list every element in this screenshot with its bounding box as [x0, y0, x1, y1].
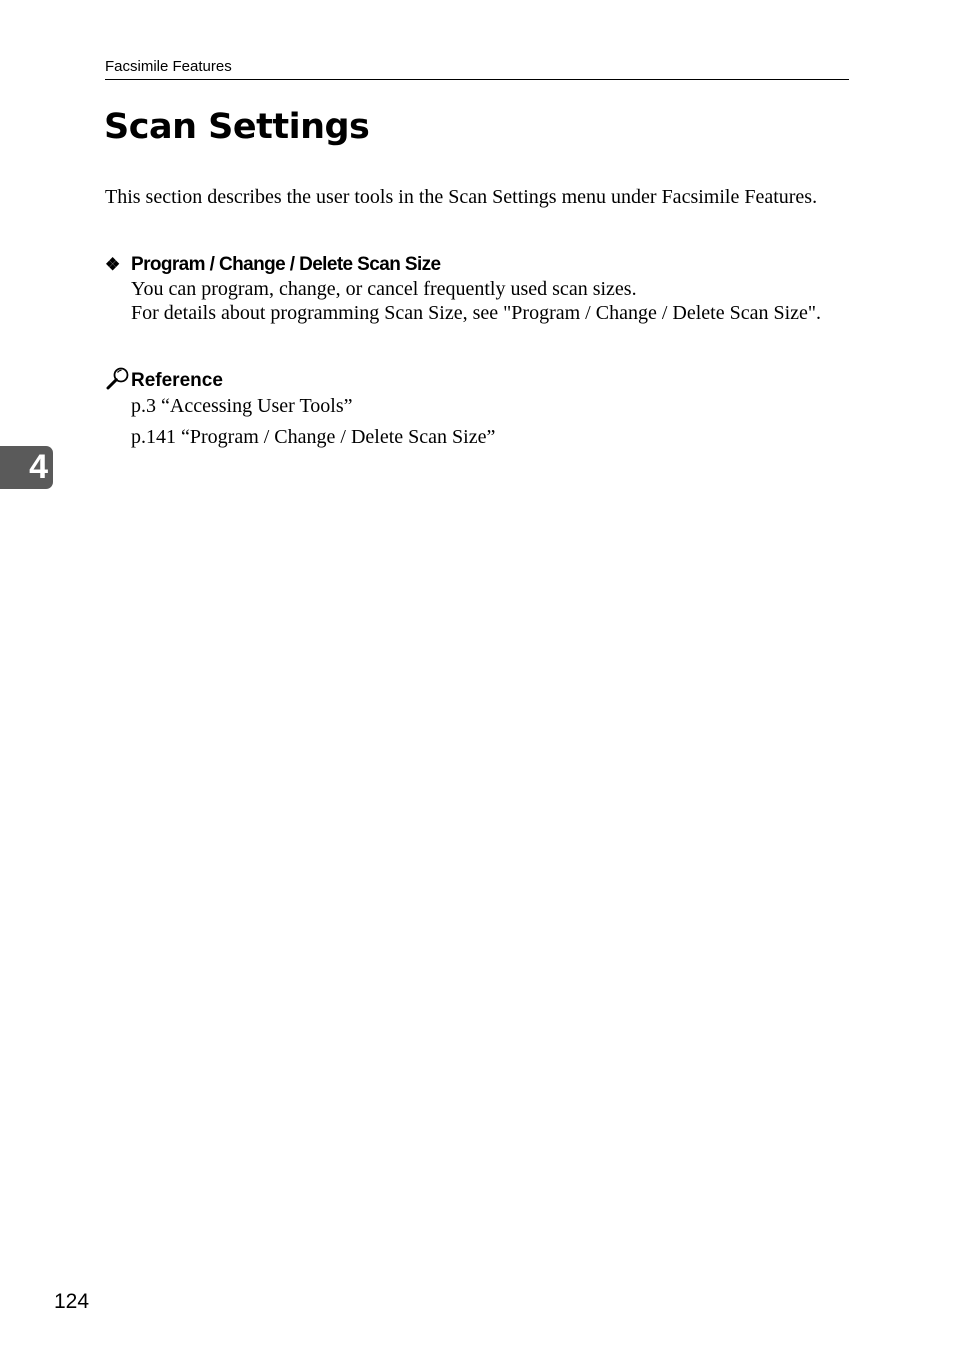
chapter-number: 4 [29, 448, 48, 486]
item-heading [105, 252, 441, 278]
diamond-bullet-icon: ❖ [105, 255, 121, 274]
page-number: 124 [54, 1290, 90, 1313]
item-heading-label: Program / Change / Delete Scan Size [131, 254, 441, 275]
reference-link[interactable]: p.141 “Program / Change / Delete Scan Size” [131, 426, 496, 448]
running-header-title: Facsimile Features [105, 58, 232, 75]
running-header [105, 57, 849, 80]
intro-paragraph: This section describes the user tools in the Scan Settings menu under Facsimile Features. [105, 186, 818, 208]
reference-link[interactable]: p.3 “Accessing User Tools” [131, 395, 353, 417]
item-body-line: For details about programming Scan Size, see "Program / Change / Delete Scan Size". [131, 302, 822, 324]
magnifier-icon [105, 366, 131, 392]
page-title: Scan Settings [104, 107, 370, 147]
chapter-tab [0, 446, 53, 489]
item-body-line: You can program, change, or cancel frequently used scan sizes. [131, 278, 637, 300]
reference-heading [105, 362, 223, 392]
reference-label: Reference [131, 370, 223, 391]
item-body [131, 277, 849, 325]
